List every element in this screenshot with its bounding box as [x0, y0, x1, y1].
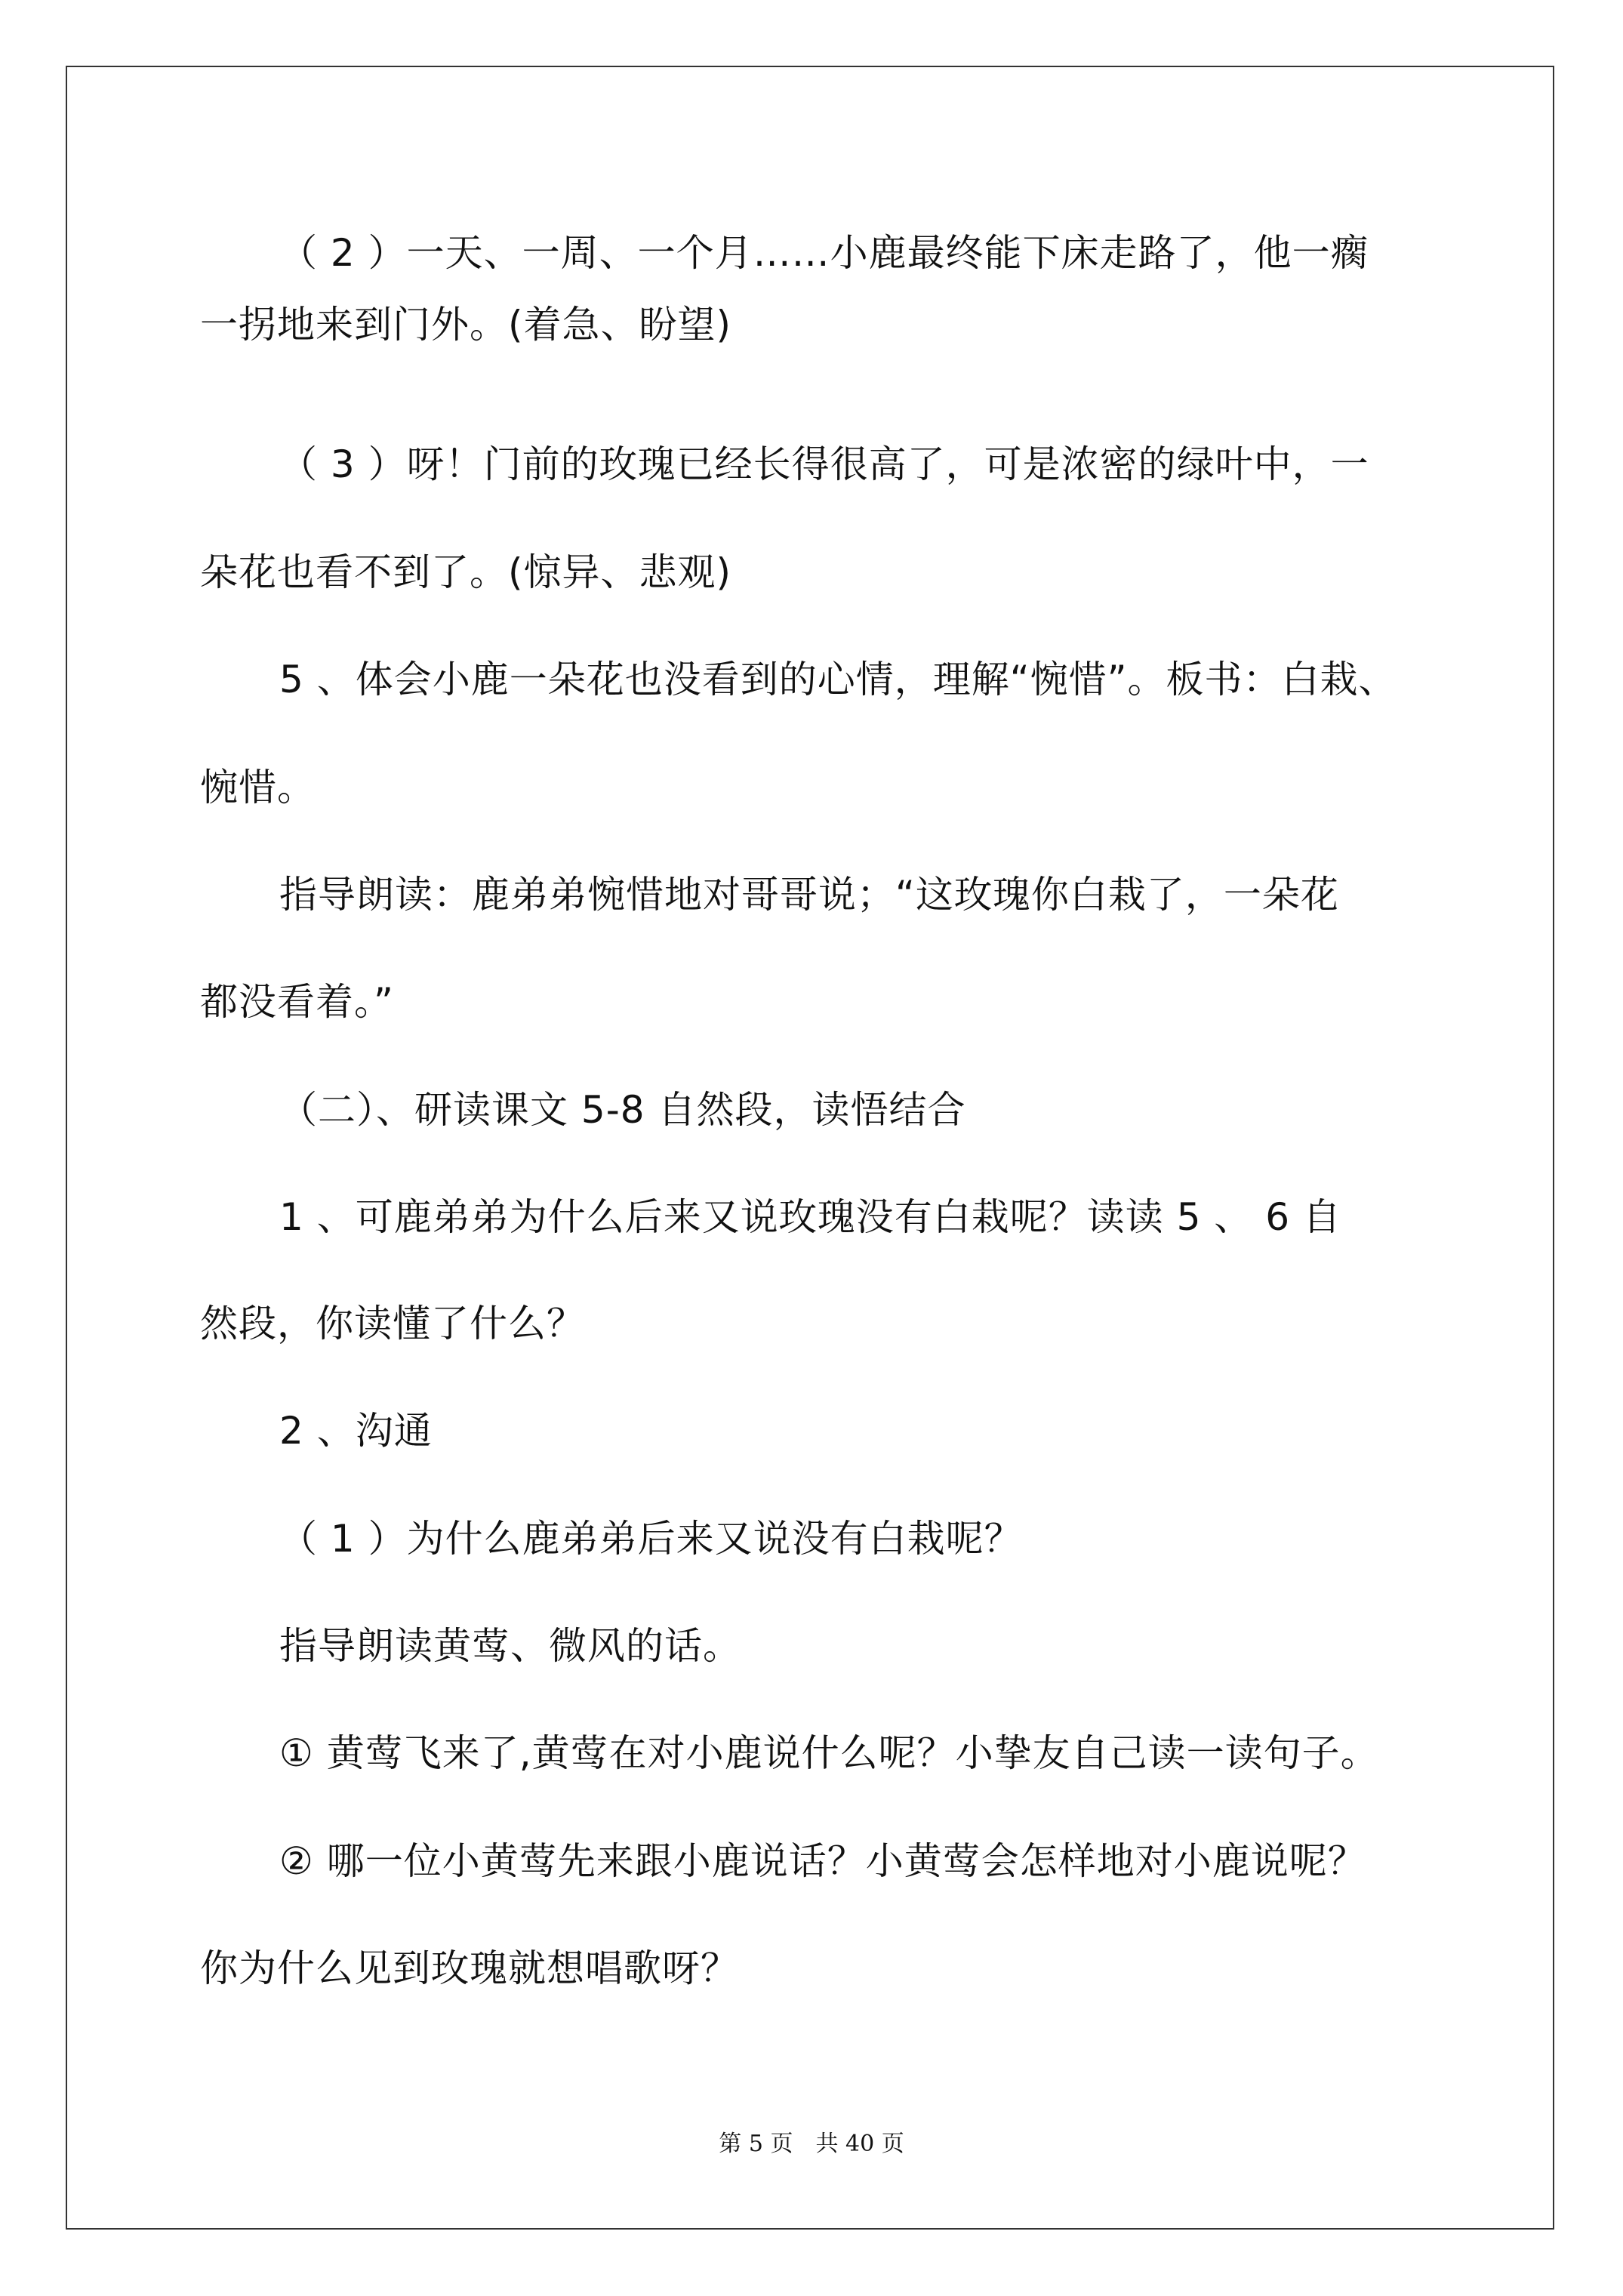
paragraph-line: （ 3 ）呀！门前的玫瑰已经长得很高了，可是浓密的绿叶中，一 — [279, 442, 1369, 486]
paragraph-line: 惋惜。 — [200, 766, 316, 809]
page-footer: 第 5 页 共 40 页 — [719, 2131, 904, 2157]
paragraph-line: 指导朗读黄莺、微风的话。 — [279, 1624, 741, 1668]
paragraph-line: ② 哪一位小黄莺先来跟小鹿说话？小黄莺会怎样地对小鹿说呢？ — [279, 1839, 1366, 1883]
paragraph-line: 5 、体会小鹿一朵花也没看到的心情，理解“惋惜”。板书：白栽、 — [279, 658, 1397, 701]
paragraph-line: （ 1 ）为什么鹿弟弟后来又说没有白栽呢？ — [279, 1517, 1023, 1561]
paragraph-line: 然段，你读懂了什么？ — [200, 1302, 585, 1345]
paragraph-line: 指导朗读：鹿弟弟惋惜地对哥哥说；“这玫瑰你白栽了，一朵花 — [279, 873, 1339, 917]
paragraph-line: 你为什么见到玫瑰就想唱歌呀？ — [200, 1946, 739, 1990]
paragraph-line: 一拐地来到门外。(着急、盼望) — [200, 303, 732, 347]
page-border — [66, 66, 1554, 2230]
paragraph-line: 2 、沟通 — [279, 1409, 433, 1453]
paragraph-line: 朵花也看不到了。(惊异、悲观) — [200, 550, 732, 594]
section-heading: （二）、研读课文 5-8 自然段，读悟结合 — [279, 1088, 966, 1132]
paragraph-line: ① 黄莺飞来了,黄莺在对小鹿说什么呢？小挚友自己读一读句子。 — [279, 1731, 1379, 1775]
paragraph-line: 都没看着。” — [200, 980, 394, 1024]
paragraph-line: （ 2 ）一天、一周、一个月……小鹿最终能下床走路了，他一瘸 — [279, 231, 1369, 275]
paragraph-line: 1 、可鹿弟弟为什么后来又说玫瑰没有白栽呢？读读 5 、 6 自 — [279, 1195, 1341, 1239]
